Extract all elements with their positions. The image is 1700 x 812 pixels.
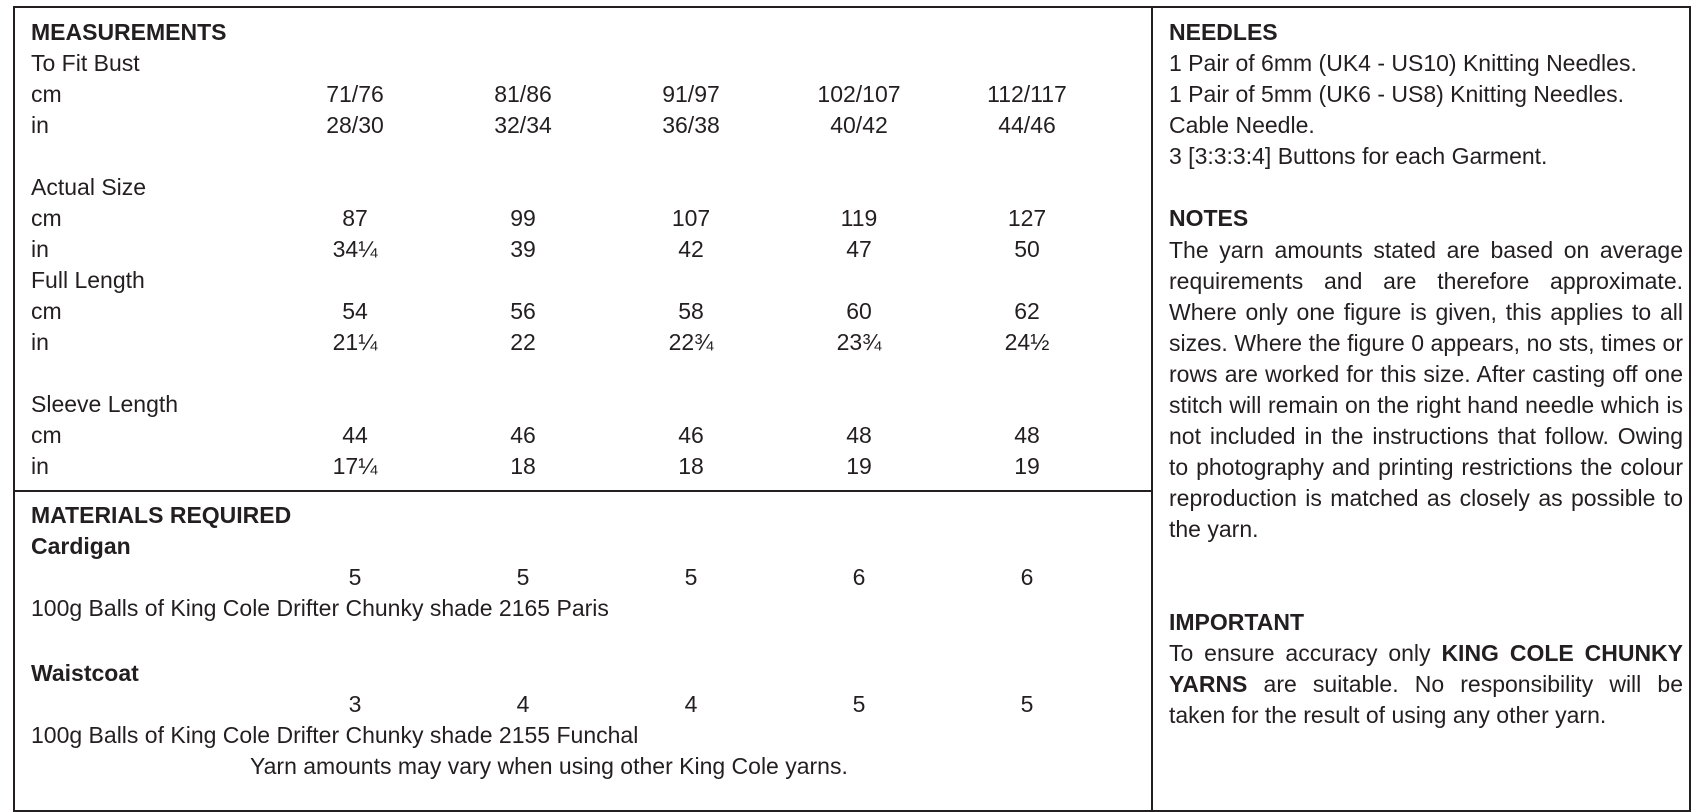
table-cell: 112/117 xyxy=(987,81,1067,107)
table-cell: 22¾ xyxy=(668,329,714,355)
cardigan-yarn: 100g Balls of King Cole Drifter Chunky shade 2165 Paris xyxy=(31,595,609,621)
waistcoat-title: Waistcoat xyxy=(31,660,139,686)
cardigan-title: Cardigan xyxy=(31,533,131,559)
ball-count: 4 xyxy=(684,691,698,717)
table-cell: 56 xyxy=(510,298,536,324)
group-label-to-fit-bust: To Fit Bust xyxy=(31,50,140,76)
table-cell: 119 xyxy=(840,205,878,231)
table-cell: 44 xyxy=(342,422,368,448)
ball-count: 6 xyxy=(852,564,866,590)
waistcoat-yarn: 100g Balls of King Cole Drifter Chunky shade 2155 Funchal xyxy=(31,722,639,748)
important-heading: IMPORTANT xyxy=(1169,609,1305,635)
table-cell: 127 xyxy=(1007,205,1047,231)
ball-count: 5 xyxy=(348,564,362,590)
important-text-start: To ensure accuracy only xyxy=(1169,640,1442,666)
table-cell: 107 xyxy=(671,205,711,231)
ball-count: 5 xyxy=(684,564,698,590)
unit-label: cm xyxy=(31,298,62,324)
unit-label: in xyxy=(31,236,49,262)
needles-line: 1 Pair of 5mm (UK6 - US8) Knitting Needles. xyxy=(1169,81,1625,107)
table-cell: 32/34 xyxy=(494,112,552,138)
unit-label: in xyxy=(31,329,49,355)
table-cell: 46 xyxy=(678,422,704,448)
table-cell: 81/86 xyxy=(494,81,552,107)
needles-heading: NEEDLES xyxy=(1169,19,1278,45)
table-cell: 91/97 xyxy=(662,81,720,107)
unit-label: in xyxy=(31,453,49,479)
table-cell: 46 xyxy=(510,422,536,448)
unit-label: in xyxy=(31,112,49,138)
ball-count: 5 xyxy=(852,691,866,717)
table-cell: 99 xyxy=(510,205,536,231)
table-cell: 60 xyxy=(846,298,872,324)
table-cell: 17¼ xyxy=(332,453,378,479)
unit-label: cm xyxy=(31,81,62,107)
table-cell: 28/30 xyxy=(326,112,384,138)
table-cell: 42 xyxy=(678,236,704,262)
table-cell: 54 xyxy=(342,298,368,324)
table-cell: 102/107 xyxy=(817,81,901,107)
table-cell: 39 xyxy=(510,236,536,262)
table-cell: 47 xyxy=(846,236,872,262)
section-divider xyxy=(13,490,1153,492)
materials-heading: MATERIALS REQUIRED xyxy=(31,502,292,528)
notes-heading: NOTES xyxy=(1169,205,1249,231)
group-label-full-length: Full Length xyxy=(31,267,145,293)
table-cell: 48 xyxy=(846,422,872,448)
table-cell: 34¼ xyxy=(332,236,378,262)
table-cell: 19 xyxy=(846,453,872,479)
ball-count: 5 xyxy=(516,564,530,590)
table-cell: 36/38 xyxy=(662,112,720,138)
table-cell: 71/76 xyxy=(326,81,384,107)
important-text xyxy=(1169,638,1683,731)
ball-count: 5 xyxy=(1020,691,1034,717)
table-cell: 19 xyxy=(1014,453,1040,479)
ball-count: 6 xyxy=(1020,564,1034,590)
table-cell: 48 xyxy=(1014,422,1040,448)
needles-line: 1 Pair of 6mm (UK4 - US10) Knitting Needles. xyxy=(1169,50,1637,76)
table-cell: 18 xyxy=(678,453,704,479)
ball-count: 4 xyxy=(516,691,530,717)
table-cell: 23¾ xyxy=(836,329,882,355)
group-label-actual-size: Actual Size xyxy=(31,174,147,200)
group-label-sleeve-length: Sleeve Length xyxy=(31,391,179,417)
table-cell: 21¼ xyxy=(332,329,378,355)
table-cell: 22 xyxy=(510,329,536,355)
measurements-heading: MEASUREMENTS xyxy=(31,19,227,45)
unit-label: cm xyxy=(31,205,62,231)
table-cell: 50 xyxy=(1014,236,1040,262)
table-cell: 24½ xyxy=(1004,329,1050,355)
column-divider xyxy=(1151,6,1153,812)
table-cell: 87 xyxy=(342,205,368,231)
needles-line: Cable Needle. xyxy=(1169,112,1315,138)
important-text-end: are suitable. No responsibility will be taken for the result of using any other yarn. xyxy=(1169,671,1683,728)
yarn-variation-note: Yarn amounts may vary when using other King Cole yarns. xyxy=(250,753,848,779)
important-yarn-brand: KING COLE CHUNKY YARNS xyxy=(1169,640,1684,697)
ball-count: 3 xyxy=(348,691,362,717)
notes-text: The yarn amounts stated are based on average requirements and are therefore approximate. Where only one figure is given, this applies to all sizes. Where the figure 0 appears, no sts, times or rows are worked for this size. After casting off one stitch will remain on the right hand needle which is not included in the instructions that follow. Owing to photography and printing restrictions the colour reproduction is matched as closely as possible to the yarn. xyxy=(1169,237,1683,542)
unit-label: cm xyxy=(31,422,62,448)
table-cell: 18 xyxy=(510,453,536,479)
table-cell: 58 xyxy=(678,298,704,324)
table-cell: 40/42 xyxy=(830,112,888,138)
needles-line: 3 [3:3:3:4] Buttons for each Garment. xyxy=(1169,143,1548,169)
table-cell: 44/46 xyxy=(998,112,1056,138)
table-cell: 62 xyxy=(1014,298,1040,324)
